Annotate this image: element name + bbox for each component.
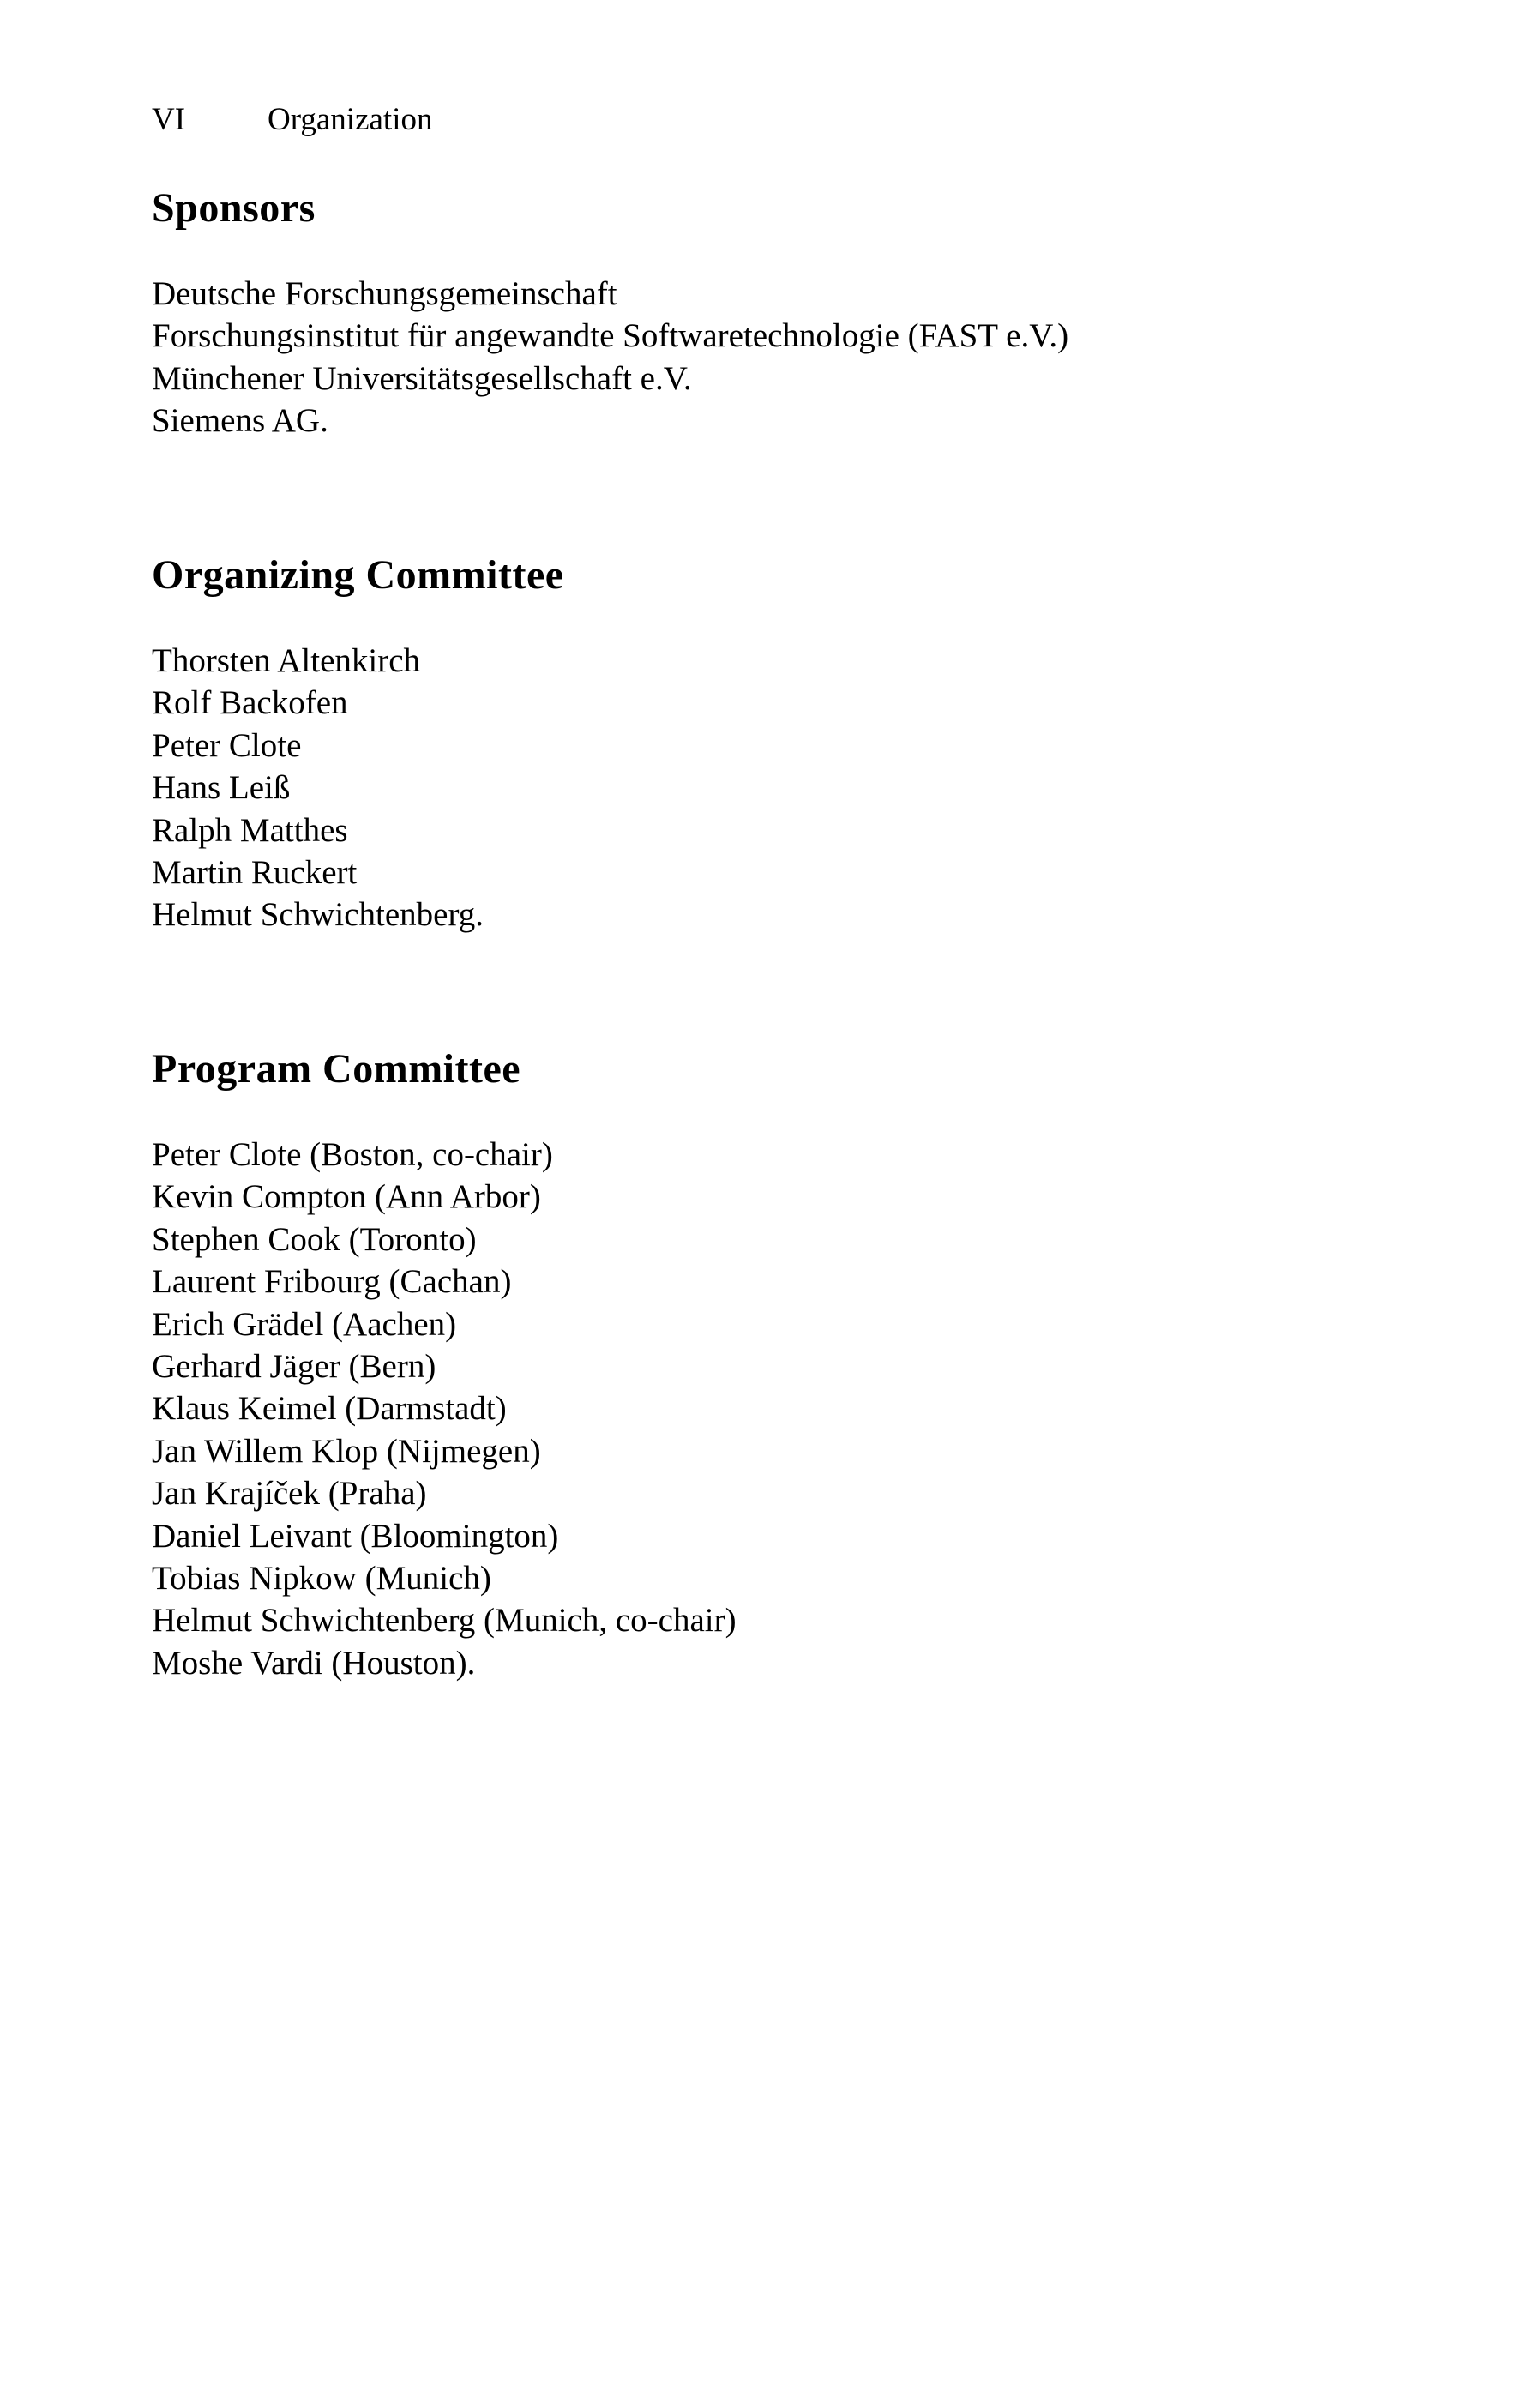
committee-member: Martin Ruckert bbox=[152, 853, 358, 891]
committee-member: Rolf Backofen bbox=[152, 684, 348, 722]
committee-member: Jan Willem Klop (Nijmegen) bbox=[152, 1432, 541, 1470]
sponsor-item: Deutsche Forschungsgemeinschaft bbox=[152, 275, 617, 312]
committee-member: Tobias Nipkow (Munich) bbox=[152, 1559, 491, 1597]
committee-member: Moshe Vardi (Houston). bbox=[152, 1644, 476, 1682]
committee-member: Jan Krajíček (Praha) bbox=[152, 1475, 427, 1513]
committee-member: Stephen Cook (Toronto) bbox=[152, 1220, 477, 1258]
page-number: VI bbox=[152, 102, 186, 137]
committee-member: Erich Grädel (Aachen) bbox=[152, 1305, 457, 1343]
committee-member: Hans Leiß bbox=[152, 769, 291, 807]
committee-member: Laurent Fribourg (Cachan) bbox=[152, 1263, 512, 1301]
program-committee-heading: Program Committee bbox=[152, 1046, 521, 1092]
committee-member: Peter Clote (Boston, co-chair) bbox=[152, 1136, 553, 1173]
committee-member: Thorsten Altenkirch bbox=[152, 642, 421, 679]
committee-member: Klaus Keimel (Darmstadt) bbox=[152, 1390, 507, 1428]
sponsors-section bbox=[152, 184, 1352, 440]
committee-member: Kevin Compton (Ann Arbor) bbox=[152, 1178, 541, 1216]
organizing-committee-section bbox=[152, 551, 1352, 934]
sponsors-heading: Sponsors bbox=[152, 185, 316, 231]
committee-member: Helmut Schwichtenberg (Munich, co-chair) bbox=[152, 1602, 737, 1640]
running-head bbox=[152, 101, 432, 139]
committee-member: Peter Clote bbox=[152, 726, 302, 764]
organizing-committee-heading: Organizing Committee bbox=[152, 552, 564, 598]
committee-member: Gerhard Jäger (Bern) bbox=[152, 1347, 436, 1385]
committee-member: Helmut Schwichtenberg. bbox=[152, 896, 484, 934]
program-committee-section bbox=[152, 1044, 1352, 1682]
committee-member: Daniel Leivant (Bloomington) bbox=[152, 1517, 559, 1555]
sponsor-item: Münchener Universitätsgesellschaft e.V. bbox=[152, 359, 692, 397]
sponsors-list bbox=[152, 273, 1068, 442]
sponsor-item: Forschungsinstitut für angewandte Softwaretechnologie (FAST e.V.) bbox=[152, 317, 1069, 355]
committee-member: Ralph Matthes bbox=[152, 811, 348, 849]
sponsor-item: Siemens AG. bbox=[152, 402, 328, 440]
running-title: Organization bbox=[268, 102, 433, 137]
program-committee-list bbox=[152, 1134, 737, 1684]
organizing-committee-list bbox=[152, 640, 484, 936]
